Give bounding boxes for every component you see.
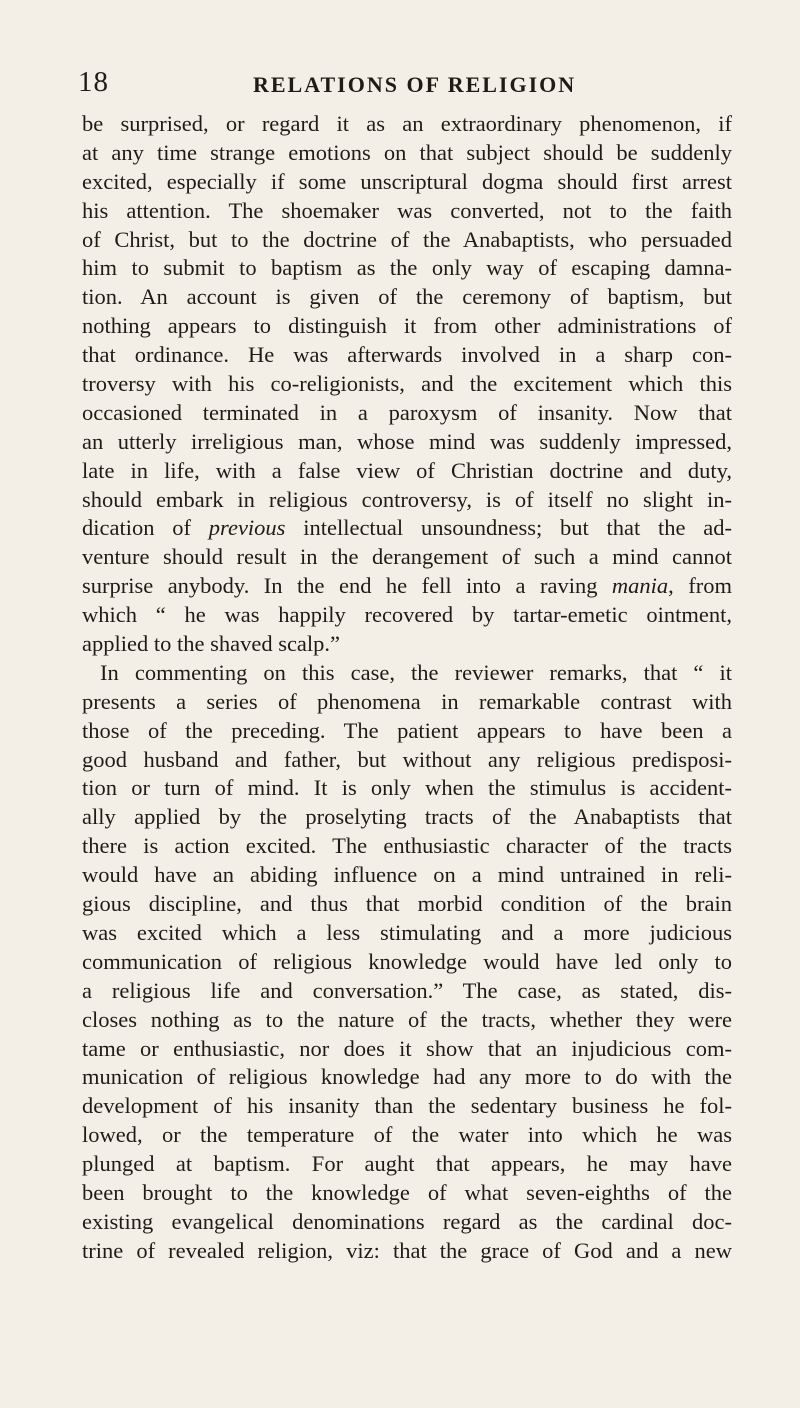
text-line: that ordinance. He was afterwards involved in a sharp con- xyxy=(82,342,732,368)
text-line: tion or turn of mind. It is only when the stimulus is accident- xyxy=(82,775,732,801)
text-line: of Christ, but to the doctrine of the Anabaptists, who persuaded xyxy=(82,226,732,252)
text-line: In commenting on this case, the reviewer remarks, that “ it xyxy=(100,659,732,685)
text-line: an utterly irreligious man, whose mind was suddenly impressed, xyxy=(82,428,732,454)
text-line: tion. An account is given of the ceremony of baptism, but xyxy=(82,284,732,310)
text-line: excited, especially if some unscriptural dogma should first arrest xyxy=(82,168,732,194)
text-line: existing evangelical denominations regard as the cardinal doc- xyxy=(82,1208,732,1234)
text-line xyxy=(82,514,732,543)
text-line: closes nothing as to the nature of the tracts, whether they were xyxy=(82,1006,732,1032)
text-line: would have an abiding influence on a mind untrained in reli- xyxy=(82,862,732,888)
text-line: troversy with his co-religionists, and the excitement which this xyxy=(82,371,732,397)
italic-word: mania xyxy=(611,573,669,599)
text-line: been brought to the knowledge of what seven-eighths of the xyxy=(82,1179,732,1205)
text-line: venture should result in the derangement of such a mind cannot xyxy=(82,544,732,570)
text-line: presents a series of phenomena in remarkable contrast with xyxy=(82,688,732,714)
text-line: gious discipline, and thus that morbid condition of the brain xyxy=(82,891,732,917)
text-line: trine of revealed religion, viz: that the grace of God and a new xyxy=(82,1237,732,1263)
text-line: munication of religious knowledge had any more to do with the xyxy=(82,1064,732,1090)
text-segment: surprise anybody. In the end he fell into a raving xyxy=(82,573,598,599)
text-line: nothing appears to distinguish it from other administrations of xyxy=(82,313,732,339)
running-head: RELATIONS OF RELIGION xyxy=(253,72,577,97)
body-text xyxy=(82,110,732,1266)
text-line: applied to the shaved scalp.” xyxy=(82,631,341,657)
text-line: was excited which a less stimulating and a more judicious xyxy=(82,919,732,945)
text-line: be surprised, or regard it as an extraordinary phenomenon, if xyxy=(82,111,732,136)
text-line: at any time strange emotions on that subject should be suddenly xyxy=(82,139,732,165)
text-segment: intellectual unsoundness; but that the ad- xyxy=(303,515,733,541)
text-line: communication of religious knowledge would have led only to xyxy=(82,948,732,974)
text-segment: dication of xyxy=(82,515,191,541)
text-line: good husband and father, but without any religious predisposi- xyxy=(82,746,732,772)
text-line: there is action excited. The enthusiastic character of the tracts xyxy=(82,833,732,859)
italic-word: previous xyxy=(208,515,286,541)
text-line: tame or enthusiastic, nor does it show that an injudicious com- xyxy=(82,1035,732,1061)
text-line: occasioned terminated in a paroxysm of insanity. Now that xyxy=(82,399,732,425)
text-segment: , from xyxy=(668,573,732,599)
text-line: ally applied by the proselyting tracts of the Anabaptists that xyxy=(82,804,732,830)
page-header xyxy=(78,62,758,102)
text-line: lowed, or the temperature of the water into which he was xyxy=(82,1122,732,1148)
text-line: late in life, with a false view of Christian doctrine and duty, xyxy=(82,457,732,483)
text-line: should embark in religious controversy, is of itself no slight in- xyxy=(82,486,732,512)
text-line: those of the preceding. The patient appears to have been a xyxy=(82,717,732,743)
text-line: him to submit to baptism as the only way of escaping damna- xyxy=(82,255,732,281)
text-line: a religious life and conversation.” The case, as stated, dis- xyxy=(82,977,732,1003)
text-line: development of his insanity than the sedentary business he fol- xyxy=(82,1093,732,1119)
page-number: 18 xyxy=(78,66,109,98)
text-line: plunged at baptism. For aught that appears, he may have xyxy=(82,1151,732,1177)
text-line: which “ he was happily recovered by tartar-emetic ointment, xyxy=(82,602,732,628)
text-line: his attention. The shoemaker was converted, not to the faith xyxy=(82,197,732,223)
text-line xyxy=(82,572,732,601)
